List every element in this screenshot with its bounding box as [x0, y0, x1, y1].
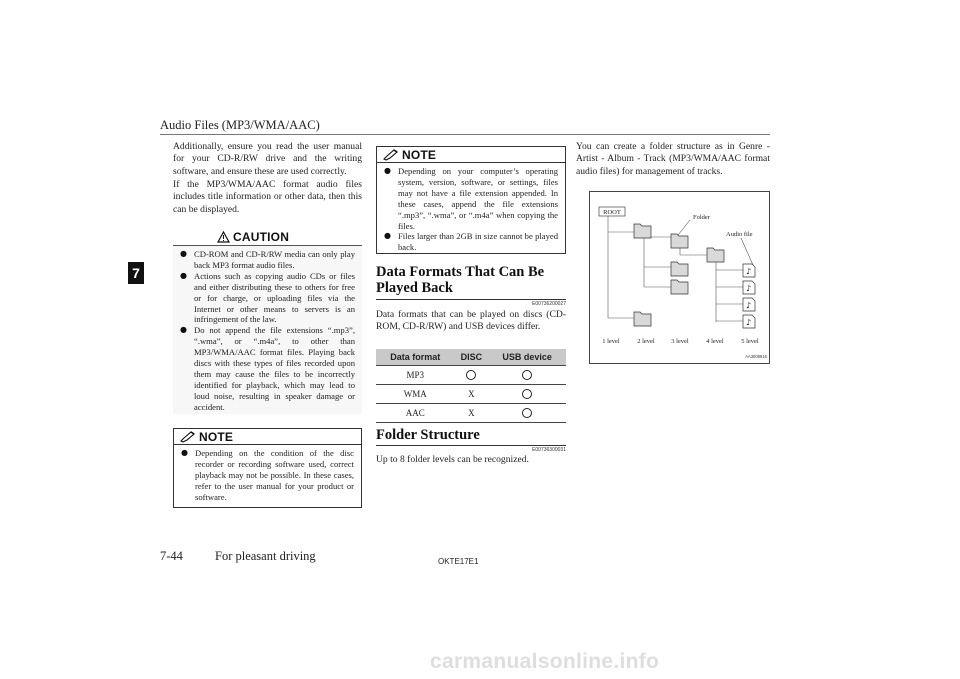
level-label: 1 level [602, 338, 620, 345]
watermark[interactable]: carmanualsonline.info [430, 650, 660, 673]
music-note-icon: ♪ [746, 301, 752, 310]
root-label: ROOT [603, 209, 621, 217]
table-header-cell: USB device [488, 349, 566, 365]
supported-circle-icon [466, 370, 476, 380]
section-divider [376, 445, 566, 446]
table-cell-format: AAC [376, 403, 454, 422]
supported-circle-icon [522, 389, 532, 399]
table-header-cell: DISC [454, 349, 488, 365]
music-note-icon: ♪ [746, 318, 752, 327]
folder-icon [634, 224, 651, 238]
data-format-table [376, 349, 566, 423]
table-cell-disc [454, 365, 488, 384]
table-row [376, 384, 566, 403]
audio-file-callout-label: Audio file [726, 231, 753, 238]
table-cell-format: MP3 [376, 365, 454, 384]
table-cell-format: WMA [376, 384, 454, 403]
folder-structure-description: You can create a folder structure as in Genre - Artist - Album - Track (MP3/WMA/AAC format audio files) for management of tracks. [576, 141, 770, 177]
caution-header [173, 228, 362, 246]
section-code: E00736300031 [532, 447, 566, 453]
bullet-icon: ● [384, 166, 391, 175]
note-box [173, 428, 362, 508]
note-item: ● Files larger than 2GB in size cannot be played back. [384, 231, 558, 253]
bullet-icon: ● [180, 270, 187, 280]
note-box [376, 146, 566, 254]
bullet-icon: ● [384, 231, 391, 241]
level-label: 3 level [671, 338, 689, 345]
folder-structure-diagram [589, 191, 770, 364]
caution-item: ● CD-ROM and CD-R/RW media can only play back MP3 format audio files. [180, 249, 355, 270]
caution-item: ● Do not append the file extensions “.mp3”, “.wma”, or “.m4a”, to other than MP3/WMA/AAC format files. Playing back discs with these types of files recorded upon them may cause the files to be incorrectly identified for playback, which may lead to loud noise, resulting in speaker damage or accident. [180, 325, 355, 412]
supported-circle-icon [522, 370, 532, 380]
folder-icon [671, 262, 688, 276]
note-label: NOTE [199, 429, 234, 444]
section-title-data-formats: Data Formats That Can Be Played Back [376, 264, 545, 296]
table-row [376, 403, 566, 422]
section-divider [376, 299, 566, 300]
table-cell-disc: X [454, 403, 488, 422]
folder-icon [634, 312, 651, 326]
note-label: NOTE [402, 147, 437, 162]
table-cell-usb [488, 403, 566, 422]
note-item: ● Depending on the condition of the disc recorder or recording software used, correct playback may not be possible. In these cases, refer to the user manual for your product or software. [181, 448, 354, 502]
header-divider [160, 134, 770, 135]
folder-tree-svg [590, 192, 771, 365]
page-number: 7-44 [160, 549, 183, 563]
folder-icon [671, 234, 688, 248]
page-header-title: Audio Files (MP3/WMA/AAC) [160, 118, 320, 132]
tag-info-paragraph: If the MP3/WMA/AAC format audio files includes title information or other data, then this can be displayed. [173, 179, 362, 215]
table-row [376, 365, 566, 384]
section-code: E00736200027 [532, 301, 566, 307]
figure-code: AA3008816 [745, 354, 767, 359]
bullet-icon: ● [181, 448, 188, 457]
table-cell-usb [488, 365, 566, 384]
pencil-note-icon [383, 149, 399, 161]
warning-triangle-icon [217, 231, 230, 243]
caution-box [173, 228, 362, 414]
note-header [174, 429, 361, 445]
footer-doc-code: OKTE17E1 [438, 557, 479, 566]
folder-callout-label: Folder [693, 214, 710, 221]
folder-icon [671, 280, 688, 294]
caution-item: ● Actions such as copying audio CDs or files and either distributing these to others for free or for charge, or uploading files via the Internet or other means to servers is an infringement of the law. [180, 270, 355, 325]
level-label: 2 level [637, 338, 655, 345]
bullet-icon: ● [180, 249, 187, 258]
folder-levels-paragraph: Up to 8 folder levels can be recognized. [376, 454, 529, 465]
table-header-row [376, 349, 566, 365]
data-formats-paragraph: Data formats that can be played on discs (CD-ROM, CD-R/RW) and USB devices differ. [376, 309, 566, 333]
chapter-tab: 7 [128, 262, 144, 284]
table-cell-disc: X [454, 384, 488, 403]
footer-section-title: For pleasant driving [215, 549, 316, 563]
folder-icons [634, 224, 724, 326]
folder-icon [707, 248, 724, 262]
music-note-icon: ♪ [746, 284, 752, 293]
music-note-icon: ♪ [746, 267, 752, 276]
note-item: ● Depending on your computer’s operating system, version, software, or settings, files may not have a file extension appended. In these cases, append the file extensions “.mp3”, “.wma”, or “.m4a” when copying the files. [384, 166, 558, 231]
intro-paragraph: Additionally, ensure you read the user manual for your CD-R/RW drive and the writing software, and ensure these are used correctly. [173, 141, 362, 177]
supported-circle-icon [522, 408, 532, 418]
pencil-note-icon [180, 431, 196, 443]
note-header [377, 147, 565, 163]
table-cell-usb [488, 384, 566, 403]
caution-label: CAUTION [233, 229, 290, 244]
level-label: 4 level [706, 338, 724, 345]
section-title-folder-structure: Folder Structure [376, 427, 480, 443]
bullet-icon: ● [180, 325, 187, 335]
table-header-cell: Data format [376, 349, 454, 365]
level-label: 5 level [741, 338, 759, 345]
level-labels [602, 338, 759, 345]
